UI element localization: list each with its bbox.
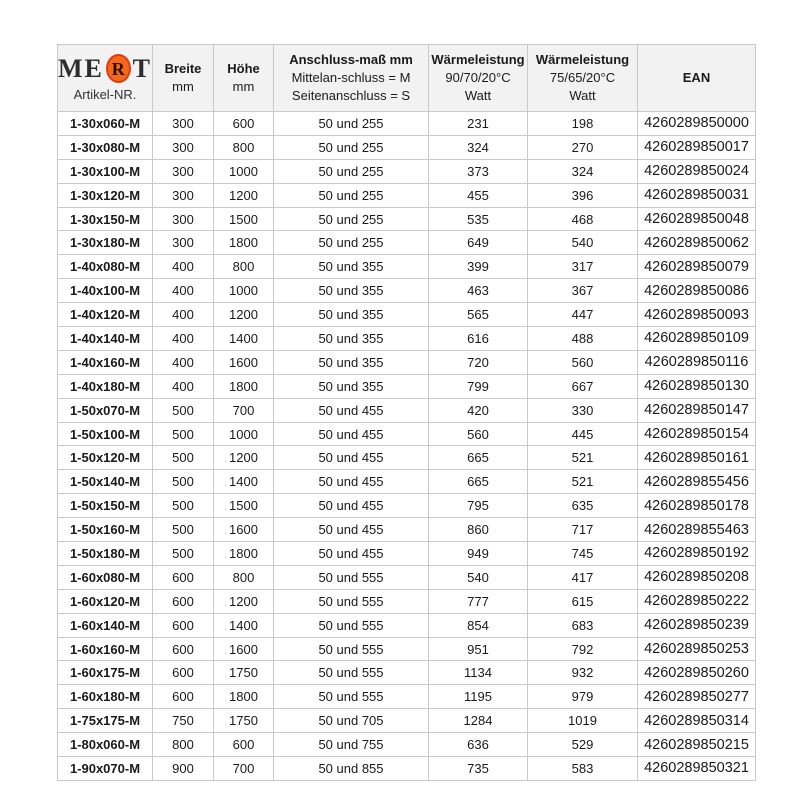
cell-breite: 500 bbox=[153, 446, 214, 470]
cell-hoehe: 1750 bbox=[214, 709, 274, 733]
cell-watt-90-70: 777 bbox=[429, 589, 528, 613]
table-row bbox=[58, 135, 756, 159]
cell-breite: 400 bbox=[153, 374, 214, 398]
cell-watt-75-65: 445 bbox=[528, 422, 638, 446]
cell-hoehe: 1400 bbox=[214, 327, 274, 351]
table-row bbox=[58, 350, 756, 374]
cell-watt-90-70: 560 bbox=[429, 422, 528, 446]
cell-ean: 4260289850109 bbox=[638, 327, 756, 351]
cell-anschluss: 50 und 455 bbox=[274, 470, 429, 494]
cell-anschluss: 50 und 455 bbox=[274, 398, 429, 422]
cell-hoehe: 1500 bbox=[214, 207, 274, 231]
cell-watt-75-65: 932 bbox=[528, 661, 638, 685]
cell-watt-75-65: 683 bbox=[528, 613, 638, 637]
cell-watt-90-70: 860 bbox=[429, 518, 528, 542]
column-header-watt-90-70 bbox=[429, 45, 528, 112]
cell-hoehe: 800 bbox=[214, 565, 274, 589]
spec-sheet bbox=[57, 44, 756, 781]
cell-artikel-nr: 1-50x100-M bbox=[58, 422, 153, 446]
cell-watt-75-65: 717 bbox=[528, 518, 638, 542]
cell-anschluss: 50 und 455 bbox=[274, 542, 429, 566]
cell-ean: 4260289850062 bbox=[638, 231, 756, 255]
header-hoehe-title: Höhe bbox=[227, 60, 260, 76]
header-anschluss-sub1: Mittelan-schluss = M bbox=[291, 69, 411, 85]
table-row bbox=[58, 446, 756, 470]
cell-hoehe: 800 bbox=[214, 135, 274, 159]
cell-artikel-nr: 1-40x140-M bbox=[58, 327, 153, 351]
cell-anschluss: 50 und 555 bbox=[274, 613, 429, 637]
cell-watt-75-65: 317 bbox=[528, 255, 638, 279]
artikel-nr-label: Artikel-NR. bbox=[73, 87, 137, 102]
column-header-artikel-nr bbox=[58, 45, 153, 112]
cell-anschluss: 50 und 255 bbox=[274, 183, 429, 207]
cell-artikel-nr: 1-50x120-M bbox=[58, 446, 153, 470]
cell-artikel-nr: 1-30x120-M bbox=[58, 183, 153, 207]
cell-watt-90-70: 665 bbox=[429, 446, 528, 470]
cell-watt-75-65: 417 bbox=[528, 565, 638, 589]
cell-breite: 300 bbox=[153, 135, 214, 159]
cell-watt-90-70: 1195 bbox=[429, 685, 528, 709]
column-header-watt-75-65 bbox=[528, 45, 638, 112]
cell-breite: 300 bbox=[153, 183, 214, 207]
cell-anschluss: 50 und 555 bbox=[274, 685, 429, 709]
cell-watt-90-70: 1134 bbox=[429, 661, 528, 685]
cell-ean: 4260289850130 bbox=[638, 374, 756, 398]
cell-ean: 4260289850253 bbox=[638, 637, 756, 661]
header-ean-title: EAN bbox=[682, 69, 711, 85]
table-row bbox=[58, 661, 756, 685]
cell-anschluss: 50 und 555 bbox=[274, 589, 429, 613]
table-row bbox=[58, 231, 756, 255]
table-row bbox=[58, 542, 756, 566]
cell-watt-75-65: 583 bbox=[528, 757, 638, 781]
cell-hoehe: 1400 bbox=[214, 470, 274, 494]
cell-anschluss: 50 und 255 bbox=[274, 135, 429, 159]
cell-breite: 500 bbox=[153, 494, 214, 518]
cell-artikel-nr: 1-50x180-M bbox=[58, 542, 153, 566]
cell-breite: 500 bbox=[153, 422, 214, 446]
cell-watt-90-70: 565 bbox=[429, 303, 528, 327]
cell-breite: 500 bbox=[153, 398, 214, 422]
cell-breite: 400 bbox=[153, 350, 214, 374]
cell-anschluss: 50 und 855 bbox=[274, 757, 429, 781]
cell-watt-90-70: 951 bbox=[429, 637, 528, 661]
table-row bbox=[58, 255, 756, 279]
cell-anschluss: 50 und 355 bbox=[274, 327, 429, 351]
cell-artikel-nr: 1-50x070-M bbox=[58, 398, 153, 422]
cell-watt-90-70: 463 bbox=[429, 279, 528, 303]
table-row bbox=[58, 589, 756, 613]
cell-watt-75-65: 1019 bbox=[528, 709, 638, 733]
cell-ean: 4260289850192 bbox=[638, 542, 756, 566]
cell-hoehe: 1200 bbox=[214, 589, 274, 613]
cell-ean: 4260289850178 bbox=[638, 494, 756, 518]
cell-watt-75-65: 521 bbox=[528, 446, 638, 470]
cell-ean: 4260289850239 bbox=[638, 613, 756, 637]
cell-hoehe: 1200 bbox=[214, 446, 274, 470]
column-header-breite bbox=[153, 45, 214, 112]
cell-watt-90-70: 540 bbox=[429, 565, 528, 589]
cell-anschluss: 50 und 255 bbox=[274, 231, 429, 255]
cell-hoehe: 1400 bbox=[214, 613, 274, 637]
table-row bbox=[58, 757, 756, 781]
cell-hoehe: 1750 bbox=[214, 661, 274, 685]
cell-breite: 750 bbox=[153, 709, 214, 733]
cell-artikel-nr: 1-40x180-M bbox=[58, 374, 153, 398]
cell-ean: 4260289850031 bbox=[638, 183, 756, 207]
cell-breite: 600 bbox=[153, 661, 214, 685]
cell-ean: 4260289850024 bbox=[638, 159, 756, 183]
header-watt75-unit: Watt bbox=[569, 88, 596, 104]
cell-watt-90-70: 720 bbox=[429, 350, 528, 374]
cell-ean: 4260289850017 bbox=[638, 135, 756, 159]
column-header-anschluss bbox=[274, 45, 429, 112]
table-row bbox=[58, 470, 756, 494]
cell-hoehe: 1500 bbox=[214, 494, 274, 518]
cell-watt-75-65: 529 bbox=[528, 733, 638, 757]
header-watt90-unit: Watt bbox=[464, 88, 492, 104]
cell-breite: 500 bbox=[153, 542, 214, 566]
cell-ean: 4260289850314 bbox=[638, 709, 756, 733]
cell-ean: 4260289850215 bbox=[638, 733, 756, 757]
cell-artikel-nr: 1-80x060-M bbox=[58, 733, 153, 757]
cell-hoehe: 1600 bbox=[214, 350, 274, 374]
table-row bbox=[58, 709, 756, 733]
cell-breite: 300 bbox=[153, 231, 214, 255]
header-hoehe-unit: mm bbox=[232, 79, 255, 94]
table-row bbox=[58, 279, 756, 303]
cell-ean: 4260289850048 bbox=[638, 207, 756, 231]
cell-anschluss: 50 und 255 bbox=[274, 159, 429, 183]
table-row bbox=[58, 685, 756, 709]
column-header-hoehe bbox=[214, 45, 274, 112]
cell-watt-90-70: 535 bbox=[429, 207, 528, 231]
cell-watt-90-70: 373 bbox=[429, 159, 528, 183]
table-row bbox=[58, 159, 756, 183]
cell-watt-75-65: 324 bbox=[528, 159, 638, 183]
cell-ean: 4260289850116 bbox=[638, 350, 756, 374]
cell-artikel-nr: 1-90x070-M bbox=[58, 757, 153, 781]
cell-anschluss: 50 und 705 bbox=[274, 709, 429, 733]
cell-anschluss: 50 und 255 bbox=[274, 112, 429, 136]
cell-watt-90-70: 649 bbox=[429, 231, 528, 255]
cell-watt-75-65: 615 bbox=[528, 589, 638, 613]
logo-text-t: T bbox=[132, 53, 152, 83]
table-row bbox=[58, 422, 756, 446]
cell-watt-75-65: 270 bbox=[528, 135, 638, 159]
cell-hoehe: 1800 bbox=[214, 374, 274, 398]
cell-watt-75-65: 635 bbox=[528, 494, 638, 518]
table-row bbox=[58, 637, 756, 661]
cell-breite: 600 bbox=[153, 613, 214, 637]
cell-watt-90-70: 231 bbox=[429, 112, 528, 136]
table-row bbox=[58, 398, 756, 422]
cell-artikel-nr: 1-40x160-M bbox=[58, 350, 153, 374]
cell-watt-75-65: 745 bbox=[528, 542, 638, 566]
cell-watt-90-70: 1284 bbox=[429, 709, 528, 733]
header-anschluss-sub2: Seitenanschluss = S bbox=[291, 88, 411, 104]
cell-artikel-nr: 1-60x140-M bbox=[58, 613, 153, 637]
cell-watt-90-70: 665 bbox=[429, 470, 528, 494]
cell-watt-90-70: 735 bbox=[429, 757, 528, 781]
table-row bbox=[58, 613, 756, 637]
cell-watt-75-65: 540 bbox=[528, 231, 638, 255]
spec-table bbox=[57, 44, 756, 781]
header-row bbox=[58, 45, 756, 112]
table-row bbox=[58, 518, 756, 542]
cell-artikel-nr: 1-30x180-M bbox=[58, 231, 153, 255]
table-row bbox=[58, 374, 756, 398]
cell-hoehe: 1800 bbox=[214, 231, 274, 255]
cell-anschluss: 50 und 255 bbox=[274, 207, 429, 231]
cell-watt-75-65: 560 bbox=[528, 350, 638, 374]
cell-anschluss: 50 und 555 bbox=[274, 661, 429, 685]
cell-breite: 500 bbox=[153, 470, 214, 494]
cell-breite: 800 bbox=[153, 733, 214, 757]
cell-artikel-nr: 1-60x120-M bbox=[58, 589, 153, 613]
cell-breite: 300 bbox=[153, 207, 214, 231]
cell-hoehe: 700 bbox=[214, 398, 274, 422]
cell-anschluss: 50 und 355 bbox=[274, 255, 429, 279]
cell-anschluss: 50 und 555 bbox=[274, 565, 429, 589]
cell-breite: 400 bbox=[153, 279, 214, 303]
cell-watt-75-65: 330 bbox=[528, 398, 638, 422]
cell-hoehe: 1000 bbox=[214, 422, 274, 446]
cell-artikel-nr: 1-75x175-M bbox=[58, 709, 153, 733]
cell-artikel-nr: 1-40x080-M bbox=[58, 255, 153, 279]
cell-anschluss: 50 und 355 bbox=[274, 350, 429, 374]
table-row bbox=[58, 303, 756, 327]
cell-ean: 4260289850277 bbox=[638, 685, 756, 709]
cell-artikel-nr: 1-30x060-M bbox=[58, 112, 153, 136]
cell-ean: 4260289850321 bbox=[638, 757, 756, 781]
header-breite-unit: mm bbox=[172, 79, 194, 94]
table-row bbox=[58, 327, 756, 351]
table-row bbox=[58, 112, 756, 136]
cell-hoehe: 1600 bbox=[214, 518, 274, 542]
cell-breite: 400 bbox=[153, 327, 214, 351]
cell-watt-75-65: 447 bbox=[528, 303, 638, 327]
cell-watt-75-65: 521 bbox=[528, 470, 638, 494]
cell-watt-90-70: 455 bbox=[429, 183, 528, 207]
cell-watt-90-70: 949 bbox=[429, 542, 528, 566]
cell-ean: 4260289850093 bbox=[638, 303, 756, 327]
cell-watt-75-65: 979 bbox=[528, 685, 638, 709]
brand-logo bbox=[58, 54, 152, 83]
cell-artikel-nr: 1-30x150-M bbox=[58, 207, 153, 231]
cell-watt-90-70: 854 bbox=[429, 613, 528, 637]
cell-artikel-nr: 1-60x080-M bbox=[58, 565, 153, 589]
cell-ean: 4260289850208 bbox=[638, 565, 756, 589]
cell-artikel-nr: 1-40x100-M bbox=[58, 279, 153, 303]
cell-hoehe: 1600 bbox=[214, 637, 274, 661]
cell-hoehe: 1200 bbox=[214, 303, 274, 327]
cell-breite: 600 bbox=[153, 637, 214, 661]
cell-watt-90-70: 795 bbox=[429, 494, 528, 518]
cell-anschluss: 50 und 355 bbox=[274, 303, 429, 327]
cell-breite: 300 bbox=[153, 112, 214, 136]
cell-ean: 4260289850222 bbox=[638, 589, 756, 613]
cell-watt-75-65: 396 bbox=[528, 183, 638, 207]
cell-ean: 4260289850079 bbox=[638, 255, 756, 279]
logo-letter-r: R bbox=[111, 58, 125, 79]
cell-watt-90-70: 636 bbox=[429, 733, 528, 757]
cell-hoehe: 1000 bbox=[214, 279, 274, 303]
table-row bbox=[58, 207, 756, 231]
cell-artikel-nr: 1-30x100-M bbox=[58, 159, 153, 183]
header-watt90-title: Wärmeleistung bbox=[431, 51, 525, 67]
cell-anschluss: 50 und 455 bbox=[274, 494, 429, 518]
cell-breite: 600 bbox=[153, 565, 214, 589]
cell-watt-90-70: 616 bbox=[429, 327, 528, 351]
cell-breite: 900 bbox=[153, 757, 214, 781]
table-row bbox=[58, 183, 756, 207]
table-row bbox=[58, 565, 756, 589]
cell-artikel-nr: 1-50x160-M bbox=[58, 518, 153, 542]
logo-text-me: ME bbox=[58, 53, 104, 83]
cell-watt-75-65: 667 bbox=[528, 374, 638, 398]
table-body bbox=[58, 112, 756, 781]
cell-anschluss: 50 und 355 bbox=[274, 279, 429, 303]
cell-breite: 600 bbox=[153, 589, 214, 613]
cell-hoehe: 1800 bbox=[214, 542, 274, 566]
cell-watt-90-70: 799 bbox=[429, 374, 528, 398]
table-row bbox=[58, 494, 756, 518]
cell-anschluss: 50 und 455 bbox=[274, 422, 429, 446]
cell-artikel-nr: 1-50x150-M bbox=[58, 494, 153, 518]
cell-ean: 4260289850086 bbox=[638, 279, 756, 303]
header-anschluss-title: Anschluss-maß mm bbox=[289, 51, 413, 67]
table-header bbox=[58, 45, 756, 112]
cell-artikel-nr: 1-40x120-M bbox=[58, 303, 153, 327]
cell-artikel-nr: 1-60x180-M bbox=[58, 685, 153, 709]
cell-hoehe: 1800 bbox=[214, 685, 274, 709]
table-row bbox=[58, 733, 756, 757]
cell-artikel-nr: 1-60x175-M bbox=[58, 661, 153, 685]
column-header-ean bbox=[638, 45, 756, 112]
cell-hoehe: 700 bbox=[214, 757, 274, 781]
cell-watt-90-70: 324 bbox=[429, 135, 528, 159]
cell-breite: 300 bbox=[153, 159, 214, 183]
cell-watt-75-65: 488 bbox=[528, 327, 638, 351]
cell-breite: 600 bbox=[153, 685, 214, 709]
logo-r-badge-icon bbox=[106, 54, 131, 83]
cell-artikel-nr: 1-30x080-M bbox=[58, 135, 153, 159]
cell-hoehe: 1000 bbox=[214, 159, 274, 183]
cell-anschluss: 50 und 455 bbox=[274, 518, 429, 542]
cell-hoehe: 800 bbox=[214, 255, 274, 279]
header-watt75-title: Wärmeleistung bbox=[535, 51, 630, 67]
cell-hoehe: 600 bbox=[214, 733, 274, 757]
cell-ean: 4260289850000 bbox=[638, 112, 756, 136]
header-watt75-temps: 75/65/20°C bbox=[549, 69, 616, 85]
header-breite-title: Breite bbox=[164, 60, 202, 76]
cell-watt-75-65: 468 bbox=[528, 207, 638, 231]
cell-artikel-nr: 1-50x140-M bbox=[58, 470, 153, 494]
cell-ean: 4260289850147 bbox=[638, 398, 756, 422]
cell-ean: 4260289855456 bbox=[638, 470, 756, 494]
cell-anschluss: 50 und 555 bbox=[274, 637, 429, 661]
cell-watt-90-70: 420 bbox=[429, 398, 528, 422]
cell-watt-75-65: 367 bbox=[528, 279, 638, 303]
cell-artikel-nr: 1-60x160-M bbox=[58, 637, 153, 661]
cell-watt-75-65: 198 bbox=[528, 112, 638, 136]
cell-hoehe: 600 bbox=[214, 112, 274, 136]
cell-ean: 4260289850260 bbox=[638, 661, 756, 685]
cell-breite: 400 bbox=[153, 303, 214, 327]
cell-watt-90-70: 399 bbox=[429, 255, 528, 279]
cell-ean: 4260289855463 bbox=[638, 518, 756, 542]
header-watt90-temps: 90/70/20°C bbox=[445, 69, 511, 85]
cell-hoehe: 1200 bbox=[214, 183, 274, 207]
cell-breite: 500 bbox=[153, 518, 214, 542]
cell-breite: 400 bbox=[153, 255, 214, 279]
cell-anschluss: 50 und 355 bbox=[274, 374, 429, 398]
cell-watt-75-65: 792 bbox=[528, 637, 638, 661]
cell-anschluss: 50 und 755 bbox=[274, 733, 429, 757]
cell-ean: 4260289850161 bbox=[638, 446, 756, 470]
cell-ean: 4260289850154 bbox=[638, 422, 756, 446]
cell-anschluss: 50 und 455 bbox=[274, 446, 429, 470]
